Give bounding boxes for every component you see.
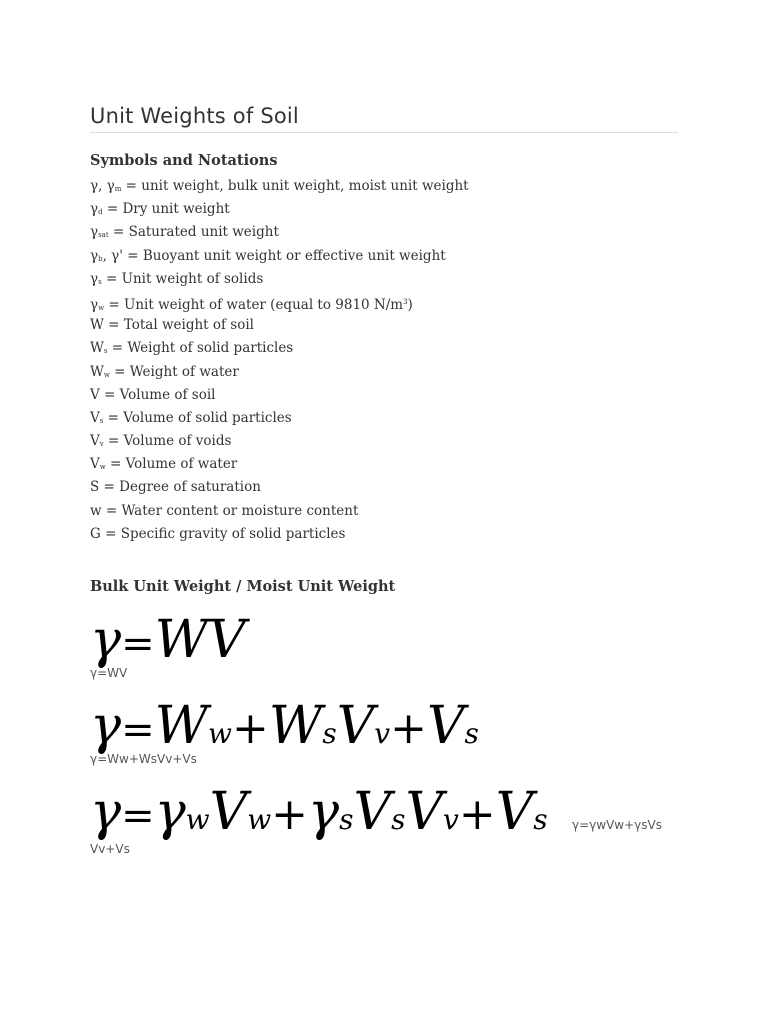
formula-term: V xyxy=(336,696,375,756)
formula-subscript: w xyxy=(185,803,210,836)
symbol: γ, γ xyxy=(90,178,115,194)
formula-plus: + xyxy=(271,789,309,840)
symbol-meaning: = Weight of water xyxy=(109,363,239,380)
symbol: w xyxy=(90,502,102,519)
symbol-subscript: w xyxy=(99,463,106,472)
formula-equals: = xyxy=(121,621,155,667)
symbol: V xyxy=(90,386,100,403)
symbol-definition xyxy=(90,269,469,292)
symbol-meaning: = Unit weight of solids xyxy=(101,270,264,287)
title-divider xyxy=(90,132,678,133)
symbol-meaning-tail: ) xyxy=(407,296,413,313)
formula-gamma: γ xyxy=(90,610,122,670)
symbol-definition xyxy=(90,454,469,477)
symbol-meaning: = Volume of solid particles xyxy=(103,409,292,426)
symbol-definition xyxy=(90,292,469,315)
symbol: S xyxy=(90,479,100,496)
formula-term: γ xyxy=(308,782,340,842)
symbol-definition xyxy=(90,315,469,338)
symbol-meaning: = Weight of solid particles xyxy=(107,340,294,357)
formula-alt-text: γ=Ww+WsVv+Vs xyxy=(90,752,197,766)
formula-subscript: s xyxy=(533,803,548,836)
symbol-meaning: = Water content or moisture content xyxy=(101,502,359,519)
symbol: γ xyxy=(90,270,99,287)
symbol: W xyxy=(90,363,104,380)
symbol: V xyxy=(90,433,100,450)
symbol-meaning: = Saturated unit weight xyxy=(108,224,279,241)
symbol-definition xyxy=(90,431,469,454)
formula-alt-text-continued: Vv+Vs xyxy=(90,842,130,856)
symbol-definition xyxy=(90,501,469,524)
formula-bulk-unit-weights xyxy=(90,782,548,842)
symbol: G xyxy=(90,525,101,542)
formula-plus: + xyxy=(232,703,269,754)
formula-bulk-basic xyxy=(90,610,246,670)
formula-term: W xyxy=(268,696,323,756)
symbol-subscript: s xyxy=(99,416,104,425)
formula-term: γ xyxy=(154,782,186,842)
symbol-definition xyxy=(90,362,469,385)
formula-subscript: s xyxy=(464,717,479,750)
formula-term: V xyxy=(353,782,392,842)
symbol: γ xyxy=(90,224,99,241)
symbol: γ xyxy=(90,201,99,218)
symbol-meaning: = Specific gravity of solid particles xyxy=(100,525,346,542)
formula-equals: = xyxy=(121,793,155,839)
symbol-subscript: d xyxy=(98,208,103,217)
symbols-list xyxy=(90,176,469,547)
symbol-meaning: = Volume of water xyxy=(105,456,238,473)
formula-gamma: γ xyxy=(90,782,122,842)
symbol-meaning: = Volume of soil xyxy=(99,386,216,403)
symbol-definition xyxy=(90,408,469,431)
formula-body: WV xyxy=(154,610,246,670)
symbol-definition xyxy=(90,246,469,269)
formula-subscript: s xyxy=(339,803,354,836)
formula-subscript: w xyxy=(247,803,272,836)
symbol-subscript: w xyxy=(98,303,105,312)
bulk-unit-weight-heading: Bulk Unit Weight / Moist Unit Weight xyxy=(90,578,396,595)
symbol: γ xyxy=(90,296,99,313)
formula-term: V xyxy=(426,696,465,756)
symbol-meaning: , γ' = Buoyant unit weight or effective unit weight xyxy=(102,247,446,264)
symbol: V xyxy=(90,456,100,473)
symbol-subscript: b xyxy=(98,254,103,263)
formula-alt-text: γ=WV xyxy=(90,666,128,680)
symbol-meaning: = Dry unit weight xyxy=(102,201,230,218)
symbol-definition xyxy=(90,385,469,408)
formula-term: V xyxy=(209,782,248,842)
symbol-meaning: = Total weight of soil xyxy=(103,317,254,334)
symbol-meaning: = Volume of voids xyxy=(103,433,232,450)
page-title: Unit Weights of Soil xyxy=(90,104,299,128)
symbol-definition xyxy=(90,477,469,500)
symbol-meaning: = Degree of saturation xyxy=(99,479,261,496)
symbol-definition xyxy=(90,338,469,361)
symbol-definition xyxy=(90,199,469,222)
formula-subscript: v xyxy=(374,717,391,750)
formula-subscript: w xyxy=(208,717,233,750)
symbol-meaning: = Unit weight of water (equal to 9810 N/m xyxy=(104,296,404,313)
symbol: W xyxy=(90,317,104,334)
formula-term: W xyxy=(154,696,209,756)
formula-subscript: s xyxy=(322,717,337,750)
formula-bulk-weights xyxy=(90,696,479,756)
symbol-definition xyxy=(90,524,469,547)
symbol: W xyxy=(90,340,104,357)
symbol-subscript: v xyxy=(99,440,104,449)
formula-subscript: s xyxy=(391,803,406,836)
formula-subscript: v xyxy=(443,803,459,836)
formula-term: V xyxy=(495,782,534,842)
formula-alt-text: γ=γwVw+γsVs xyxy=(572,818,662,832)
formula-plus: + xyxy=(390,703,427,754)
symbols-heading: Symbols and Notations xyxy=(90,152,278,169)
symbol: γ xyxy=(90,247,99,264)
symbol-subscript: w xyxy=(103,370,110,379)
formula-gamma: γ xyxy=(90,696,122,756)
formula-term: V xyxy=(405,782,443,842)
symbol-subscript: sat xyxy=(98,231,109,240)
symbol-subscript: s xyxy=(103,347,108,356)
symbol-meaning: = unit weight, bulk unit weight, moist unit weight xyxy=(121,178,469,194)
symbol: V xyxy=(90,409,100,426)
symbol-subscript: m xyxy=(114,185,122,193)
symbol-superscript: 3 xyxy=(403,297,408,306)
symbol-subscript: s xyxy=(98,277,102,286)
formula-equals: = xyxy=(121,707,155,753)
formula-plus: + xyxy=(458,789,496,840)
symbol-definition xyxy=(90,222,469,245)
symbol-definition xyxy=(90,176,469,199)
